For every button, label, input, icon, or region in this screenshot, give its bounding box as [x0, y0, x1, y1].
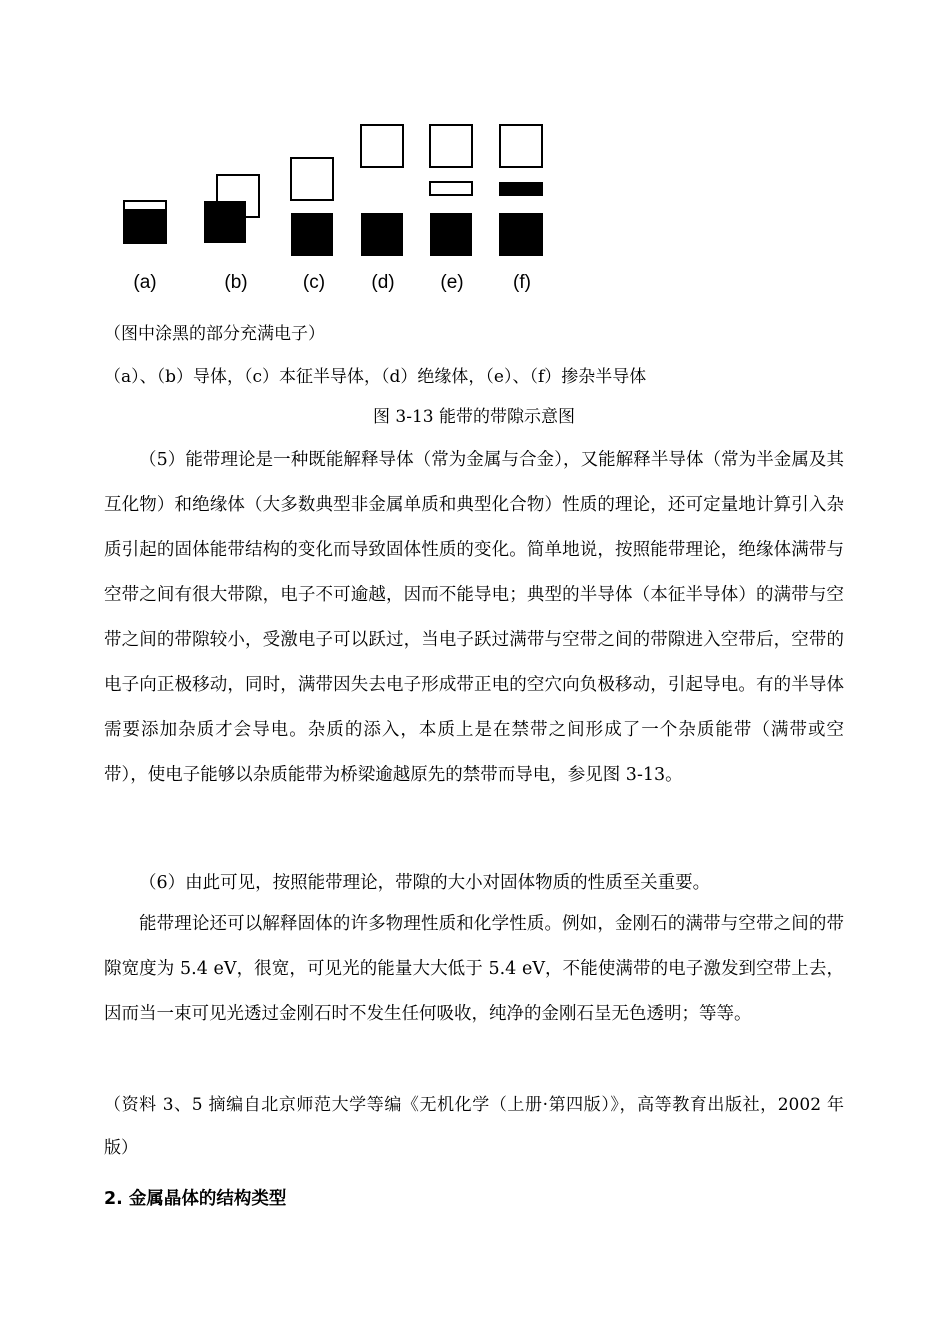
caption-note: （图中涂黑的部分充满电子）	[104, 324, 325, 344]
band-diagram-d	[361, 125, 403, 256]
panel-label-c: (c)	[302, 272, 326, 293]
band-gap-figure	[110, 110, 560, 310]
empty-band	[430, 125, 472, 167]
band-diagram-c	[291, 158, 333, 256]
paragraph-5: （5）能带理论是一种既能解释导体（常为金属与合金），又能解释半导体（常为半金属及其互化物）和绝缘体（大多数典型非金属单质和典型化合物）性质的理论，还可定量地计算引入杂质引起的固体能带结构的变化而导致固体性质的变化。简单地说，按照能带理论，绝缘体满带与空带之间有很大带隙，电子不可逾越，因而不能导电；典型的半导体（本征半导体）的满带与空带之间的带隙较小，受激电子可以跃过，当电子跃过满带与空带之间的带隙进入空带后，空带的电子向正极移动，同时，满带因失去电子形成带正电的空穴向负极移动，引起导电。有的半导体需要添加杂质才会导电。杂质的添入，本质上是在禁带之间形成了一个杂质能带（满带或空带），使电子能够以杂质能带为桥梁逾越原先的禁带而导电，参见图 3-13。	[104, 450, 844, 785]
filled-band	[204, 201, 246, 243]
panel-label-f: (f)	[513, 272, 531, 293]
filled-band	[124, 209, 166, 243]
panel-label-b: (b)	[224, 272, 248, 293]
panel-label-d: (d)	[371, 272, 395, 293]
panel-label-e: (e)	[440, 272, 464, 293]
empty-band	[291, 158, 333, 200]
paragraph-7: 能带理论还可以解释固体的许多物理性质和化学性质。例如，金刚石的满带与空带之间的带隙宽度为 5.4 eV，很宽，可见光的能量大大低于 5.4 eV，不能使满带的电子激发到空带上去，因而当一束可见光透过金刚石时不发生任何吸收，纯净的金刚石呈无色透明；等等。	[104, 914, 844, 1024]
panel-label-a: (a)	[133, 272, 157, 293]
section-heading: 2. 金属晶体的结构类型	[104, 1189, 287, 1209]
impurity-band-empty	[430, 182, 472, 195]
figure-caption: 图 3-13 能带的带隙示意图	[373, 407, 575, 427]
filled-band	[430, 213, 472, 256]
impurity-band-filled	[499, 182, 543, 196]
empty-band	[500, 125, 542, 167]
band-diagram-b	[204, 175, 259, 243]
paragraph-6: （6）由此可见，按照能带理论，带隙的大小对固体物质的性质至关重要。	[139, 873, 711, 893]
band-diagram-e	[430, 125, 472, 256]
band-gap-diagram	[110, 110, 560, 310]
caption-legend: （a）、（b）导体，（c）本征半导体，（d）绝缘体，（e）、（f）掺杂半导体	[104, 367, 647, 387]
source-citation: （资料 3、5 摘编自北京师范大学等编《无机化学（上册·第四版）》，高等教育出版社，2002 年版）	[104, 1095, 844, 1158]
band-diagram-f	[499, 125, 543, 256]
empty-band	[361, 125, 403, 167]
filled-band	[499, 213, 543, 256]
filled-band	[361, 213, 403, 256]
band-diagram-a	[124, 201, 166, 243]
filled-band	[291, 213, 333, 256]
